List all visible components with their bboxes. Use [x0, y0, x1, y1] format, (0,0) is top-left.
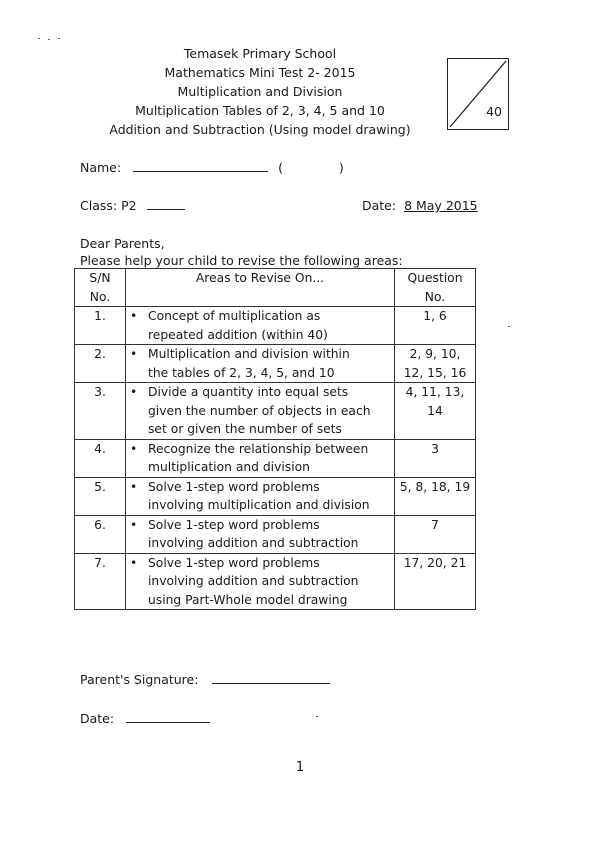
- area-cell: • Concept of multiplication as repeated addition (within 40): [126, 307, 395, 345]
- table-row: [75, 307, 476, 345]
- sn-cell: 1.: [75, 307, 126, 345]
- school-name: Temasek Primary School: [183, 46, 337, 61]
- question-cell: 5, 8, 18, 19: [395, 477, 476, 515]
- area-cell: • Multiplication and division within the tables of 2, 3, 4, 5, and 10: [126, 345, 395, 383]
- score-box: [447, 58, 509, 130]
- index-open-paren: (: [278, 160, 283, 175]
- footer-date-field[interactable]: [126, 722, 210, 723]
- table-row: [75, 383, 476, 440]
- class-row: [80, 198, 185, 213]
- area-cell: • Divide a quantity into equal sets given the number of objects in each set or given the number of sets: [126, 383, 395, 440]
- date-value: 8 May 2015: [404, 198, 478, 213]
- area-cell: • Solve 1-step word problems involving addition and subtraction: [126, 515, 395, 553]
- scan-speck: [58, 38, 60, 39]
- table-row: [75, 345, 476, 383]
- class-label: Class: P2: [80, 198, 137, 213]
- topic-line-1: Multiplication and Division: [177, 84, 343, 99]
- revision-table: [74, 268, 476, 610]
- question-cell: 7: [395, 515, 476, 553]
- sn-header: S/N No.: [75, 269, 126, 307]
- question-cell: 1, 6: [395, 307, 476, 345]
- table-row: [75, 477, 476, 515]
- sn-cell: 2.: [75, 345, 126, 383]
- areas-header: Areas to Revise On...: [126, 269, 395, 307]
- date-row: [362, 198, 478, 213]
- question-cell: 2, 9, 10, 12, 15, 16: [395, 345, 476, 383]
- area-cell: • Solve 1-step word problems involving multiplication and division: [126, 477, 395, 515]
- signature-label: Parent's Signature:: [80, 672, 199, 687]
- question-header: Question No.: [395, 269, 476, 307]
- instruction: Please help your child to revise the following areas:: [80, 253, 403, 268]
- area-cell: • Solve 1-step word problems involving addition and subtraction using Part-Whole model drawing: [126, 553, 395, 610]
- table-row: [75, 515, 476, 553]
- greeting: Dear Parents,: [80, 236, 165, 251]
- page-number: 1: [295, 760, 305, 775]
- question-cell: 4, 11, 13, 14: [395, 383, 476, 440]
- class-field[interactable]: [147, 209, 185, 210]
- question-cell: 3: [395, 439, 476, 477]
- sn-cell: 5.: [75, 477, 126, 515]
- signature-field[interactable]: [212, 683, 330, 684]
- table-row: [75, 439, 476, 477]
- name-row: [80, 160, 344, 175]
- scan-speck: [508, 326, 510, 327]
- test-title: Mathematics Mini Test 2- 2015: [164, 65, 356, 80]
- score-total: 40: [486, 104, 502, 119]
- scan-speck: [316, 716, 318, 717]
- sn-cell: 3.: [75, 383, 126, 440]
- sn-cell: 4.: [75, 439, 126, 477]
- name-label: Name:: [80, 160, 122, 175]
- document-header: [80, 44, 440, 139]
- signature-row: [80, 672, 330, 687]
- scan-speck: [48, 39, 50, 40]
- topic-line-3: Addition and Subtraction (Using model drawing): [109, 122, 411, 137]
- footer-date-row: [80, 711, 210, 726]
- area-cell: • Recognize the relationship between multiplication and division: [126, 439, 395, 477]
- table-row: [75, 553, 476, 610]
- footer-date-label: Date:: [80, 711, 115, 726]
- topic-line-2: Multiplication Tables of 2, 3, 4, 5 and 10: [135, 103, 385, 118]
- scan-speck: [38, 38, 40, 39]
- index-close-paren: ): [338, 160, 344, 175]
- date-label: Date:: [362, 198, 397, 213]
- question-cell: 17, 20, 21: [395, 553, 476, 610]
- table-header-row: [75, 269, 476, 307]
- sn-cell: 7.: [75, 553, 126, 610]
- sn-cell: 6.: [75, 515, 126, 553]
- name-field[interactable]: [133, 171, 268, 172]
